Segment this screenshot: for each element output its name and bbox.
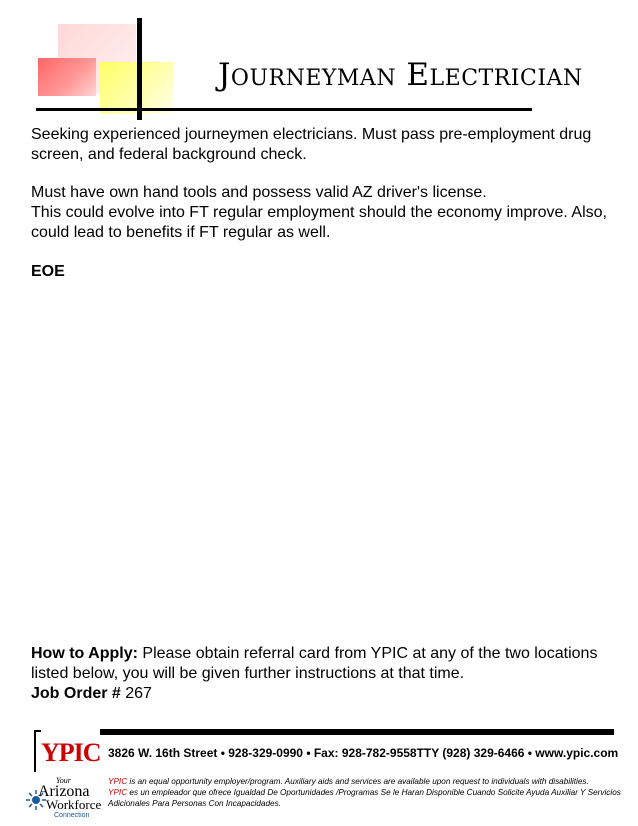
ypic-brand: YPIC <box>108 788 128 797</box>
logo-your: Your <box>56 776 71 785</box>
decorative-vertical-rule <box>137 18 142 120</box>
requirements-line-2: This could evolve into FT regular employment should the economy improve. Also, could lead to benefits if FT regular as well. <box>31 204 607 241</box>
arizona-workforce-logo <box>24 776 102 822</box>
job-order <box>31 684 152 704</box>
job-order-number: 267 <box>120 685 152 702</box>
job-order-label: Job Order # <box>31 685 121 702</box>
how-to-apply-text: Please obtain referral card from YPIC at any of the two locations listed below, you will be given further instructions at that time. <box>31 645 598 682</box>
footer-address: 3826 W. 16th Street • 928-329-0990 • Fax: 928-782-9558TTY (928) 329-6466 • www.ypic.com <box>108 746 619 760</box>
eeo-note-spanish-cont: Adicionales Para Personas Con Incapacidades. <box>108 799 281 808</box>
ypic-brand: YPIC <box>108 777 128 786</box>
how-to-apply-paragraph <box>31 644 621 684</box>
logo-arizona: Arizona <box>38 783 90 800</box>
ypic-logo-text: YPIC <box>41 738 101 767</box>
eoe-label: EOE <box>31 263 65 280</box>
ypic-logo <box>34 730 101 774</box>
eeo-note-spanish: YPIC es un empleador que ofrece Igualdad De Oportunidades /Programas Se le Haran Disponible Cuando Solicite Ayuda Auxiliar Y Servicios <box>108 788 621 797</box>
footer-rule <box>100 729 614 735</box>
ypic-logo-bracket <box>34 730 41 772</box>
how-to-apply-label: How to Apply: <box>31 645 138 662</box>
job-description-paragraph: Seeking experienced journeymen electricians. Must pass pre-employment drug screen, and federal background check. <box>31 126 592 163</box>
requirements-paragraph <box>31 183 611 243</box>
eeo-note-english: YPIC is an equal opportunity employer/program. Auxiliary aids and services are available upon request to individuals with disabilities. <box>108 777 589 786</box>
page-title: Journeyman Electrician <box>218 57 583 93</box>
requirements-line-1: Must have own hand tools and possess valid AZ driver's license. <box>31 184 487 201</box>
header-rule <box>36 108 532 111</box>
logo-connection: Connection <box>54 812 90 819</box>
logo-workforce: Workforce <box>46 797 102 812</box>
decorative-red-square <box>38 58 96 96</box>
